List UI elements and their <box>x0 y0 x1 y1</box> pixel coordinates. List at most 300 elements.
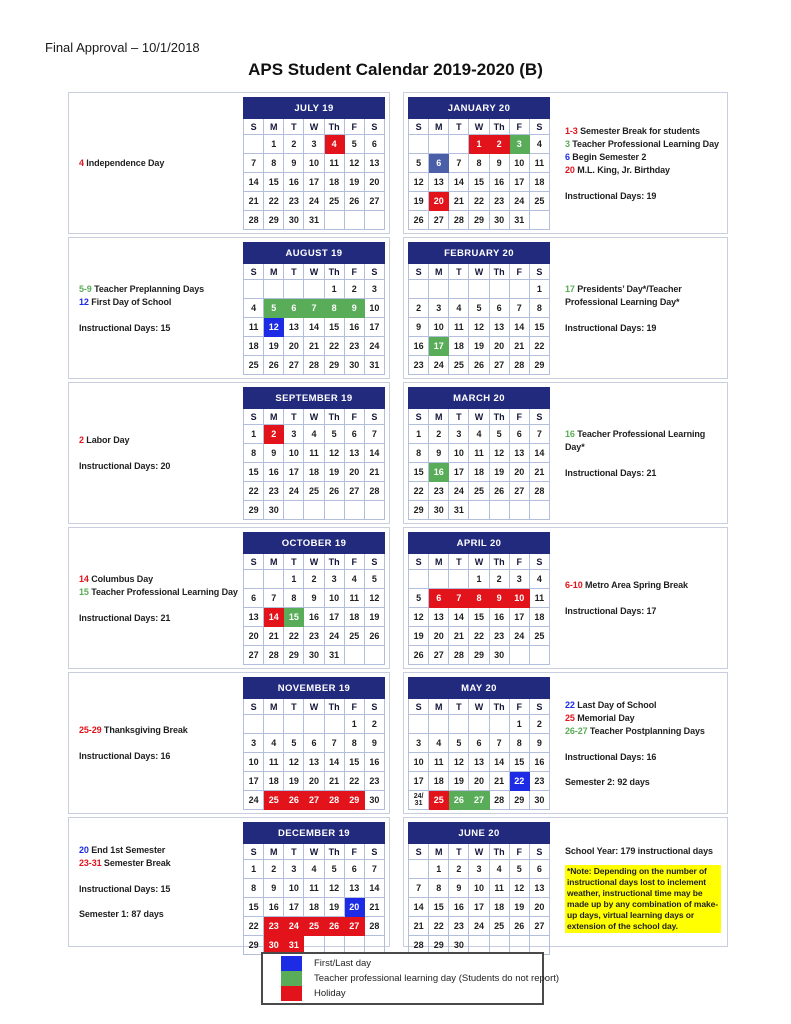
day-cell: 23 <box>409 356 429 375</box>
day-cell: 23 <box>304 627 324 646</box>
day-cell: 12 <box>489 444 509 463</box>
day-cell <box>429 570 449 589</box>
day-cell: 4 <box>489 860 509 879</box>
day-cell: 10 <box>284 444 304 463</box>
weekday-header-cell: W <box>469 554 489 570</box>
week-row <box>244 482 385 501</box>
day-cell: 19 <box>324 898 344 917</box>
day-cell: 3 <box>324 570 344 589</box>
month-panel-may <box>403 672 728 814</box>
day-cell: 13 <box>304 753 324 772</box>
day-cell <box>244 135 264 154</box>
calendar-grid <box>68 92 728 950</box>
legend-item-first-last <box>263 956 542 971</box>
day-cell: 23 <box>344 337 364 356</box>
day-cell <box>304 280 324 299</box>
day-cell <box>529 211 549 230</box>
day-cell: 14 <box>489 753 509 772</box>
day-cell: 16 <box>304 608 324 627</box>
page-title: APS Student Calendar 2019-2020 (B) <box>248 60 543 79</box>
day-cell: 9 <box>489 154 509 173</box>
day-cell: 18 <box>264 772 284 791</box>
day-cell: 5 <box>409 589 429 608</box>
day-cell: 24/ 31 <box>409 791 429 810</box>
event-date-number: 5-9 <box>79 283 92 294</box>
weekday-header-cell: F <box>509 409 529 425</box>
day-cell: 20 <box>429 627 449 646</box>
calendar-table-dec <box>243 822 385 955</box>
day-cell: 12 <box>364 589 384 608</box>
day-cell: 2 <box>529 715 549 734</box>
day-cell: 13 <box>429 608 449 627</box>
day-cell: 3 <box>284 860 304 879</box>
day-cell <box>364 501 384 520</box>
day-cell: 10 <box>509 154 529 173</box>
weekday-header-cell: T <box>449 844 469 860</box>
day-cell: 10 <box>364 299 384 318</box>
month-notes-jan <box>552 95 725 231</box>
day-cell: 3 <box>284 425 304 444</box>
weekday-header-cell: S <box>529 554 549 570</box>
weekday-header-cell: T <box>284 264 304 280</box>
weekday-header-cell: M <box>264 554 284 570</box>
day-cell: 1 <box>429 860 449 879</box>
day-cell: 7 <box>529 425 549 444</box>
day-cell: 17 <box>244 772 264 791</box>
day-cell: 26 <box>489 482 509 501</box>
day-cell: 17 <box>364 318 384 337</box>
day-cell: 21 <box>364 463 384 482</box>
day-cell: 22 <box>529 337 549 356</box>
month-panel-aug <box>68 237 390 379</box>
weekday-header-cell: M <box>429 119 449 135</box>
weekday-header-cell: S <box>409 409 429 425</box>
event-line: 12 First Day of School <box>79 296 172 307</box>
day-cell <box>344 501 364 520</box>
weekday-header-cell: S <box>364 119 384 135</box>
day-cell: 16 <box>529 753 549 772</box>
month-panel-sep <box>68 382 390 524</box>
legend-label-holiday: Holiday <box>314 988 346 999</box>
day-cell <box>429 280 449 299</box>
week-row <box>409 772 550 791</box>
day-cell: 8 <box>509 734 529 753</box>
stat-line: Instructional Days: 21 <box>79 612 171 623</box>
day-cell: 10 <box>449 444 469 463</box>
day-cell: 11 <box>244 318 264 337</box>
day-cell: 2 <box>489 570 509 589</box>
day-cell <box>264 570 284 589</box>
day-cell: 9 <box>344 299 364 318</box>
day-cell: 28 <box>509 356 529 375</box>
day-cell: 26 <box>324 482 344 501</box>
weather-note-highlight: *Note: Depending on the number of instructional days lost to inclement weather, instructional time may be made up by any combination of make-up days, virtual learning days or extension of the school day. <box>565 865 721 933</box>
week-row <box>409 280 550 299</box>
month-title: SEPTEMBER 19 <box>244 388 385 409</box>
month-title-row <box>244 98 385 119</box>
weekday-header-row <box>409 119 550 135</box>
day-cell: 17 <box>469 898 489 917</box>
day-cell: 3 <box>364 280 384 299</box>
day-cell: 3 <box>469 860 489 879</box>
month-title-row <box>409 98 550 119</box>
week-row <box>409 192 550 211</box>
event-line: 16 Teacher Professional Learning Day* <box>565 428 706 452</box>
day-cell: 5 <box>364 570 384 589</box>
weekday-header-cell: S <box>244 264 264 280</box>
day-cell: 18 <box>304 463 324 482</box>
day-cell: 11 <box>449 318 469 337</box>
day-cell: 11 <box>469 444 489 463</box>
day-cell: 5 <box>409 154 429 173</box>
day-cell: 8 <box>469 154 489 173</box>
day-cell: 8 <box>324 299 344 318</box>
week-row <box>409 570 550 589</box>
day-cell: 1 <box>469 135 489 154</box>
day-cell: 14 <box>304 318 324 337</box>
month-title: NOVEMBER 19 <box>244 678 385 699</box>
weekday-header-cell: T <box>284 119 304 135</box>
day-cell: 28 <box>264 646 284 665</box>
day-cell: 4 <box>244 299 264 318</box>
month-panel-jul <box>68 92 390 234</box>
day-cell: 20 <box>304 772 324 791</box>
day-cell: 24 <box>304 192 324 211</box>
day-cell: 2 <box>429 425 449 444</box>
weekday-header-cell: M <box>264 264 284 280</box>
month-notes-apr <box>552 530 725 666</box>
day-cell: 18 <box>244 337 264 356</box>
day-cell: 19 <box>324 463 344 482</box>
weekday-header-cell: Th <box>489 264 509 280</box>
day-cell: 8 <box>429 879 449 898</box>
day-cell: 19 <box>449 772 469 791</box>
day-cell: 12 <box>449 753 469 772</box>
weekday-header-cell: F <box>344 844 364 860</box>
day-cell <box>264 715 284 734</box>
week-row <box>244 135 385 154</box>
weekday-header-cell: M <box>264 119 284 135</box>
week-row <box>409 898 550 917</box>
day-cell: 3 <box>509 570 529 589</box>
day-cell: 25 <box>244 356 264 375</box>
month-title: FEBRUARY 20 <box>409 243 550 264</box>
day-cell: 14 <box>244 173 264 192</box>
day-cell: 3 <box>509 135 529 154</box>
day-cell: 29 <box>244 501 264 520</box>
month-title-row <box>409 243 550 264</box>
weekday-header-cell: S <box>364 699 384 715</box>
day-cell: 9 <box>529 734 549 753</box>
day-cell: 4 <box>264 734 284 753</box>
day-cell <box>509 280 529 299</box>
month-title: JANUARY 20 <box>409 98 550 119</box>
day-cell: 4 <box>469 425 489 444</box>
day-cell: 27 <box>344 917 364 936</box>
stat-line: Instructional Days: 20 <box>79 461 171 471</box>
month-notes-sep <box>71 385 241 521</box>
stat-line: Instructional Days: 19 <box>565 322 657 333</box>
day-cell: 18 <box>469 463 489 482</box>
weekday-header-cell: Th <box>489 844 509 860</box>
day-cell: 9 <box>429 444 449 463</box>
month-title-row <box>409 388 550 409</box>
day-cell <box>469 280 489 299</box>
weekday-header-row <box>244 409 385 425</box>
month-notes-oct <box>71 530 241 666</box>
calendar-table-mar <box>408 387 550 520</box>
week-row <box>244 608 385 627</box>
weekday-header-cell: S <box>409 119 429 135</box>
day-cell: 18 <box>429 772 449 791</box>
month-title: MAY 20 <box>409 678 550 699</box>
day-cell: 4 <box>344 570 364 589</box>
day-cell: 20 <box>364 173 384 192</box>
week-row <box>244 917 385 936</box>
event-line: 14 Columbus Day <box>79 573 154 584</box>
weekday-header-row <box>244 119 385 135</box>
week-row <box>244 898 385 917</box>
day-cell: 21 <box>324 772 344 791</box>
day-cell: 19 <box>364 608 384 627</box>
calendar-table-jun <box>408 822 550 955</box>
weekday-header-cell: F <box>509 554 529 570</box>
event-date-number: 12 <box>79 296 89 307</box>
day-cell: 21 <box>529 463 549 482</box>
week-row <box>409 135 550 154</box>
day-cell: 17 <box>409 772 429 791</box>
day-cell: 21 <box>489 772 509 791</box>
day-cell: 1 <box>509 715 529 734</box>
weekday-header-cell: W <box>304 119 324 135</box>
day-cell: 25 <box>344 627 364 646</box>
day-cell: 28 <box>449 211 469 230</box>
day-cell: 8 <box>284 589 304 608</box>
day-cell: 14 <box>449 173 469 192</box>
day-cell: 21 <box>409 917 429 936</box>
event-line: 22 Last Day of School <box>565 699 657 710</box>
day-cell: 15 <box>529 318 549 337</box>
day-cell: 5 <box>489 425 509 444</box>
month-title-row <box>244 678 385 699</box>
week-row <box>409 501 550 520</box>
day-cell: 6 <box>489 299 509 318</box>
day-cell: 26 <box>264 356 284 375</box>
weekday-header-cell: W <box>304 554 324 570</box>
event-line: 3 Teacher Professional Learning Day <box>565 138 719 149</box>
event-date-number: 22 <box>565 699 575 710</box>
day-cell: 1 <box>284 570 304 589</box>
day-cell: 23 <box>489 192 509 211</box>
day-cell: 2 <box>449 860 469 879</box>
day-cell: 22 <box>244 917 264 936</box>
day-cell: 2 <box>344 280 364 299</box>
day-cell: 26 <box>284 791 304 810</box>
day-cell: 19 <box>284 772 304 791</box>
event-line: 25 Memorial Day <box>565 712 635 723</box>
week-row <box>409 753 550 772</box>
day-cell: 1 <box>244 860 264 879</box>
day-cell: 25 <box>324 192 344 211</box>
event-date-number: 15 <box>79 586 89 597</box>
day-cell: 20 <box>344 898 364 917</box>
day-cell: 9 <box>284 154 304 173</box>
day-cell: 5 <box>344 135 364 154</box>
weekday-header-cell: S <box>529 264 549 280</box>
day-cell: 29 <box>409 501 429 520</box>
weekday-header-row <box>244 844 385 860</box>
month-notes-jun <box>552 820 725 944</box>
day-cell: 28 <box>529 482 549 501</box>
day-cell: 27 <box>429 646 449 665</box>
event-date-number: 20 <box>565 164 575 175</box>
day-cell: 8 <box>344 734 364 753</box>
day-cell: 14 <box>264 608 284 627</box>
weekday-header-cell: Th <box>489 119 509 135</box>
event-line: 20 M.L. King, Jr. Birthday <box>565 164 670 175</box>
day-cell <box>264 280 284 299</box>
week-row <box>244 734 385 753</box>
day-cell: 9 <box>409 318 429 337</box>
day-cell: 13 <box>429 173 449 192</box>
day-cell: 7 <box>244 154 264 173</box>
day-cell: 22 <box>409 482 429 501</box>
day-cell: 23 <box>429 482 449 501</box>
day-cell: 13 <box>469 753 489 772</box>
month-title: AUGUST 19 <box>244 243 385 264</box>
event-line: 17 Presidents’ Day*/Teacher Professional Learning Day* <box>565 283 682 307</box>
weekday-header-cell: S <box>364 554 384 570</box>
week-row <box>409 299 550 318</box>
weekday-header-cell: F <box>509 264 529 280</box>
day-cell <box>324 501 344 520</box>
day-cell: 25 <box>469 482 489 501</box>
day-cell: 22 <box>264 192 284 211</box>
day-cell: 4 <box>529 135 549 154</box>
weekday-header-cell: F <box>509 699 529 715</box>
stat-line: School Year: 179 instructional days <box>565 845 713 856</box>
day-cell: 21 <box>364 898 384 917</box>
day-cell: 29 <box>244 936 264 955</box>
day-cell <box>244 570 264 589</box>
day-cell: 16 <box>364 753 384 772</box>
event-line: 23-31 Semester Break <box>79 858 171 868</box>
month-title: JULY 19 <box>244 98 385 119</box>
weekday-header-cell: W <box>469 699 489 715</box>
day-cell: 18 <box>344 608 364 627</box>
week-row <box>244 791 385 810</box>
day-cell: 29 <box>264 211 284 230</box>
weekday-header-cell: Th <box>489 554 509 570</box>
day-cell: 28 <box>409 936 429 955</box>
day-cell: 26 <box>509 917 529 936</box>
weekday-header-cell: W <box>304 699 324 715</box>
day-cell: 2 <box>304 570 324 589</box>
day-cell: 28 <box>304 356 324 375</box>
week-row <box>244 753 385 772</box>
day-cell: 7 <box>264 589 284 608</box>
day-cell: 3 <box>449 425 469 444</box>
day-cell <box>529 501 549 520</box>
day-cell <box>529 646 549 665</box>
weekday-header-cell: S <box>409 264 429 280</box>
day-cell: 21 <box>509 337 529 356</box>
stat-line: Semester 2: 92 days <box>565 776 650 787</box>
day-cell <box>344 646 364 665</box>
day-cell: 31 <box>449 501 469 520</box>
day-cell: 17 <box>324 608 344 627</box>
day-cell: 6 <box>429 154 449 173</box>
calendar-table-apr <box>408 532 550 665</box>
week-row <box>409 627 550 646</box>
day-cell: 21 <box>449 627 469 646</box>
weekday-header-cell: S <box>244 844 264 860</box>
weekday-header-cell: F <box>344 119 364 135</box>
day-cell: 30 <box>364 791 384 810</box>
weekday-header-cell: Th <box>489 409 509 425</box>
day-cell: 27 <box>244 646 264 665</box>
day-cell: 9 <box>449 879 469 898</box>
event-line: 4 Independence Day <box>79 157 165 168</box>
day-cell: 9 <box>264 879 284 898</box>
event-date-number: 20 <box>79 845 89 855</box>
day-cell: 24 <box>364 337 384 356</box>
event-line: 25-29 Thanksgiving Break <box>79 725 188 735</box>
weekday-header-cell: S <box>409 844 429 860</box>
weekday-header-row <box>244 699 385 715</box>
day-cell: 25 <box>264 791 284 810</box>
day-cell: 30 <box>284 211 304 230</box>
day-cell <box>489 501 509 520</box>
day-cell: 16 <box>429 463 449 482</box>
day-cell: 17 <box>284 463 304 482</box>
stat-line: Instructional Days: 16 <box>79 751 171 761</box>
event-line: 6 Begin Semester 2 <box>565 151 647 162</box>
calendar-table-oct <box>243 532 385 665</box>
day-cell: 19 <box>344 173 364 192</box>
day-cell: 27 <box>469 791 489 810</box>
day-cell: 30 <box>304 646 324 665</box>
event-date-number: 14 <box>79 573 89 584</box>
day-cell: 11 <box>324 154 344 173</box>
day-cell: 28 <box>449 646 469 665</box>
day-cell: 15 <box>509 753 529 772</box>
week-row <box>244 280 385 299</box>
event-date-number: 25 <box>565 712 575 723</box>
weekday-header-row <box>244 264 385 280</box>
calendar-table-jan <box>408 97 550 230</box>
day-cell: 25 <box>489 917 509 936</box>
day-cell: 20 <box>244 627 264 646</box>
day-cell: 5 <box>509 860 529 879</box>
day-cell <box>284 280 304 299</box>
day-cell: 11 <box>264 753 284 772</box>
weekday-header-cell: M <box>264 409 284 425</box>
day-cell: 6 <box>429 589 449 608</box>
weekday-header-cell: S <box>529 844 549 860</box>
weekday-header-cell: F <box>344 264 364 280</box>
day-cell: 9 <box>264 444 284 463</box>
weekday-header-cell: M <box>429 554 449 570</box>
day-cell: 9 <box>304 589 324 608</box>
week-row <box>409 589 550 608</box>
day-cell <box>324 211 344 230</box>
weekday-header-cell: S <box>244 554 264 570</box>
day-cell: 14 <box>409 898 429 917</box>
day-cell <box>364 646 384 665</box>
day-cell: 15 <box>324 318 344 337</box>
day-cell: 27 <box>489 356 509 375</box>
